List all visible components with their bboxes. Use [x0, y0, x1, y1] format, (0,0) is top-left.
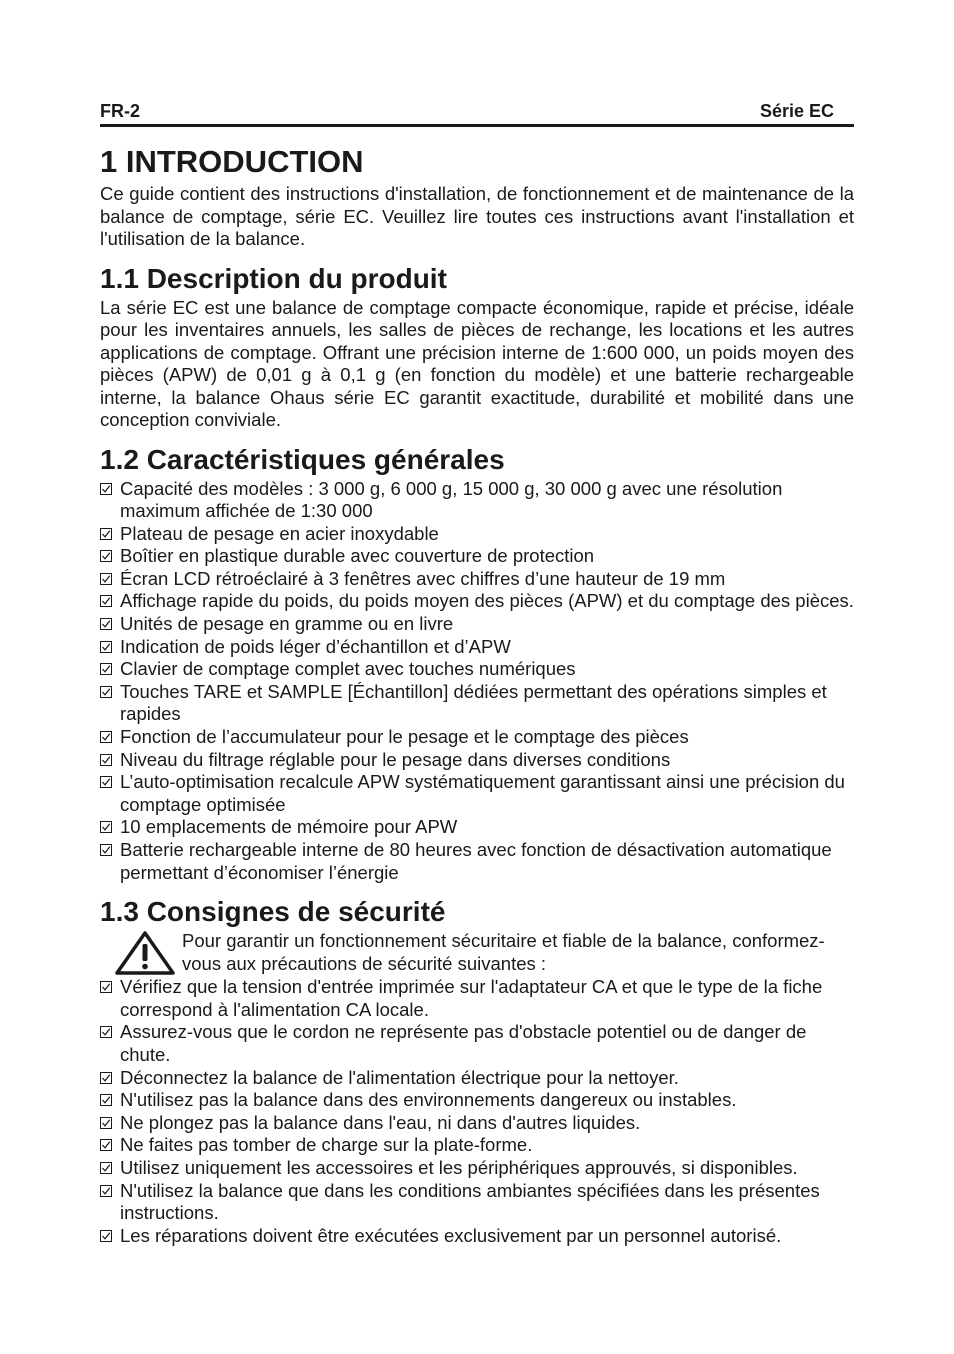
intro-title: 1 INTRODUCTION [100, 144, 364, 179]
safety-title: 1.3 Consignes de sécurité [100, 896, 446, 928]
description-text: La série EC est une balance de comptage compacte économique, rapide et précise, idéale pour les inventaires annuels, les salles de pièces de rechange, les locations et les autres applications de comptage. Offrant une précision interne de 1:600 000, un poids moyen des pièces (APW) de 0,01 g à 0,1 g (en fonction du modèle) et une batterie rechargeable interne, la balance Ohaus série EC garantit exactitude, durabilité et mobilité dans une conception conviviale. [100, 296, 854, 430]
warning-triangle-icon [114, 930, 176, 976]
safety-warning [100, 930, 854, 976]
checkbox-icon [100, 1162, 112, 1174]
list-item: Ne faites pas tomber de charge sur la plate-forme. [100, 1134, 854, 1157]
checkbox-icon [100, 686, 112, 698]
list-item: Boîtier en plastique durable avec couverture de protection [100, 545, 854, 568]
checkbox-icon [100, 1072, 112, 1084]
checkbox-icon [100, 844, 112, 856]
list-item: Batterie rechargeable interne de 80 heures avec fonction de désactivation automatique permettant d’économiser l’énergie [100, 839, 854, 884]
checkbox-icon [100, 821, 112, 833]
checkbox-icon [100, 595, 112, 607]
list-item: Déconnectez la balance de l'alimentation électrique pour la nettoyer. [100, 1067, 854, 1090]
list-item: Assurez-vous que le cordon ne représente pas d'obstacle potentiel ou de danger de chute. [100, 1021, 854, 1066]
list-item: Utilisez uniquement les accessoires et les périphériques approuvés, si disponibles. [100, 1157, 854, 1180]
checkbox-icon [100, 1185, 112, 1197]
checkbox-icon [100, 528, 112, 540]
safety-warning-text: Pour garantir un fonctionnement sécuritaire et fiable de la balance, conformez-vous aux précautions de sécurité suivantes : [182, 930, 825, 974]
list-item: Capacité des modèles : 3 000 g, 6 000 g, 15 000 g, 30 000 g avec une résolution maximum affichée de 1:30 000 [100, 478, 854, 523]
page-header [100, 98, 854, 127]
list-item: 10 emplacements de mémoire pour APW [100, 816, 854, 839]
checkbox-icon [100, 550, 112, 562]
checkbox-icon [100, 663, 112, 675]
list-item: Touches TARE et SAMPLE [Échantillon] dédiées permettant des opérations simples et rapides [100, 681, 854, 726]
checkbox-icon [100, 1139, 112, 1151]
safety-list [100, 976, 854, 1247]
list-item: Affichage rapide du poids, du poids moyen des pièces (APW) et du comptage des pièces. [100, 590, 854, 613]
checkbox-icon [100, 754, 112, 766]
features-title: 1.2 Caractéristiques générales [100, 443, 505, 475]
list-item: Ne plongez pas la balance dans l'eau, ni dans d'autres liquides. [100, 1112, 854, 1135]
checkbox-icon [100, 618, 112, 630]
list-item: Fonction de l’accumulateur pour le pesage et le comptage des pièces [100, 726, 854, 749]
checkbox-icon [100, 483, 112, 495]
checkbox-icon [100, 776, 112, 788]
checkbox-icon [100, 641, 112, 653]
features-list [100, 478, 854, 885]
checkbox-icon [100, 731, 112, 743]
checkbox-icon [100, 573, 112, 585]
list-item: N'utilisez pas la balance dans des environnements dangereux ou instables. [100, 1089, 854, 1112]
list-item: Indication de poids léger d’échantillon et d’APW [100, 636, 854, 659]
list-item: Clavier de comptage complet avec touches numériques [100, 658, 854, 681]
series-name: Série EC [759, 101, 834, 121]
list-item: Vérifiez que la tension d'entrée imprimée sur l'adaptateur CA et que le type de la fiche correspond à l'alimentation CA locale. [100, 976, 854, 1021]
list-item: Les réparations doivent être exécutées exclusivement par un personnel autorisé. [100, 1225, 854, 1248]
list-item: Plateau de pesage en acier inoxydable [100, 523, 854, 546]
list-item: Unités de pesage en gramme ou en livre [100, 613, 854, 636]
checkbox-icon [100, 981, 112, 993]
list-item: Écran LCD rétroéclairé à 3 fenêtres avec chiffres d’une hauteur de 19 mm [100, 568, 854, 591]
intro-text: Ce guide contient des instructions d'installation, de fonctionnement et de maintenance de la balance de comptage, série EC. Veuillez lire toutes ces instructions avant l'installation et l'utilisation de la balance. [100, 183, 854, 249]
checkbox-icon [100, 1117, 112, 1129]
checkbox-icon [100, 1094, 112, 1106]
checkbox-icon [100, 1026, 112, 1038]
list-item: L’auto-optimisation recalcule APW systématiquement garantissant ainsi une précision du comptage optimisée [100, 771, 854, 816]
description-title: 1.1 Description du produit [100, 262, 447, 294]
checkbox-icon [100, 1230, 112, 1242]
list-item: N'utilisez la balance que dans les conditions ambiantes spécifiées dans les présentes instructions. [100, 1180, 854, 1225]
list-item: Niveau du filtrage réglable pour le pesage dans diverses conditions [100, 749, 854, 772]
manual-page [100, 98, 854, 1247]
page-code: FR-2 [100, 101, 140, 121]
